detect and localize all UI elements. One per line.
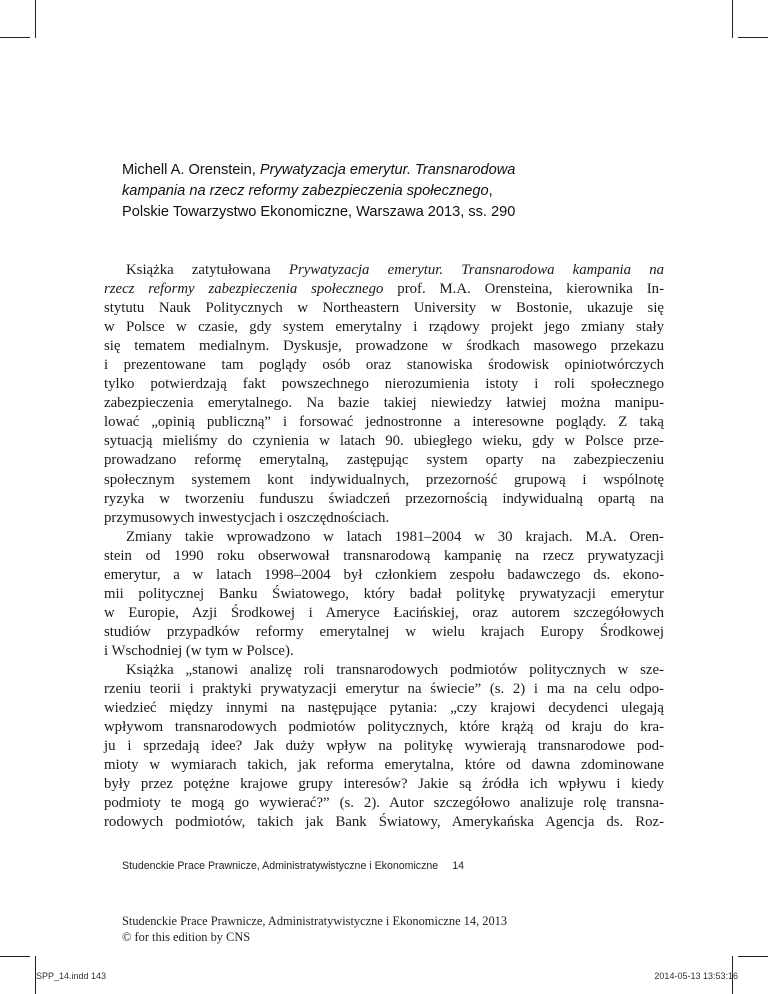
running-footer bbox=[122, 860, 464, 872]
italic-run: rzecz reformy zabezpieczenia społecznego bbox=[104, 281, 384, 298]
body-line: rodowych podmiotów, takich jak Bank Światowy, Amerykańska Agencja ds. Roz- bbox=[104, 814, 664, 831]
body-line: stein od 1990 roku obserwował transnarodową kampanię na rzecz prywatyzacji bbox=[104, 547, 664, 564]
body-line: wiedzieć między innymi na następujące pytania: „czy krajowi decydenci ulegają bbox=[104, 700, 664, 717]
body-line: tylko potwierdzają fakt powszechnego nierozumienia istoty i roli społecznego bbox=[104, 376, 664, 393]
body-line: się tematem medialnym. Dyskusje, prowadzone w środkach masowego przekazu bbox=[104, 338, 664, 355]
body-line bbox=[104, 280, 664, 299]
crop-mark bbox=[35, 0, 36, 38]
crop-mark bbox=[738, 956, 768, 957]
body-line: sytuacją mieliśmy do czynienia w latach 90. ubiegłego wieku, gdy w Polsce prze- bbox=[104, 433, 664, 450]
crop-mark bbox=[0, 956, 30, 957]
crop-mark bbox=[732, 0, 733, 38]
print-slug-timestamp: 2014-05-13 13:53:16 bbox=[654, 971, 738, 981]
body-line: ju i sprzedają idee? Jak duży wpływ na politykę wywierają transnarodowe pod- bbox=[104, 738, 664, 755]
heading-line-2 bbox=[122, 181, 682, 202]
body-line: były przez potężne krajowe grupy interesów? Jakie są źródła ich wpływu i kiedy bbox=[104, 776, 664, 793]
body-line: i Wschodniej (w tym w Polsce). bbox=[104, 642, 294, 659]
review-heading bbox=[122, 160, 682, 223]
body-line: i prezentowane tam poglądy osób oraz stanowiska środowisk opiniotwórczych bbox=[104, 357, 664, 374]
body-line: w Polsce w czasie, gdy system emerytalny i rządowy projekt jego zmiany stały bbox=[104, 319, 664, 336]
heading-punct: , bbox=[488, 183, 493, 199]
heading-line-1 bbox=[122, 160, 682, 181]
print-slug-file: SPP_14.indd 143 bbox=[36, 971, 107, 981]
body-line: stytutu Nauk Politycznych w Northeastern University w Bostonie, ukazuje się bbox=[104, 300, 664, 317]
author-name: Michell A. Orenstein, bbox=[122, 162, 260, 178]
body-line: prowadzano reformę emerytalną, zastępując system oparty na zabezpieczeniu bbox=[104, 452, 664, 469]
italic-run: Prywatyzacja emerytur. Transnarodowa kampania na bbox=[288, 262, 664, 278]
body-line: studiów przypadków reformy emerytalnej w wielu krajach Europy Środkowej bbox=[104, 623, 664, 640]
body-line: emerytur, a w latach 1998–2004 był członkiem zespołu badawczego ds. ekono- bbox=[104, 566, 664, 583]
body-line: mioty w wymiarach takich, jak reforma emerytalna, które od dawna zdominowane bbox=[104, 757, 664, 774]
credit-line-2: © for this edition by CNS bbox=[122, 929, 251, 944]
crop-mark bbox=[738, 37, 768, 38]
edition-credit bbox=[122, 914, 507, 945]
text-run: Książka zatytułowana bbox=[126, 262, 289, 278]
body-line: rzeniu teorii i praktyki prywatyzacji emerytur na świecie” (s. 2) i ma na celu odpo- bbox=[104, 681, 664, 698]
book-title-part: Prywatyzacja emerytur. Transnarodowa bbox=[259, 162, 516, 178]
text-run: prof. M.A. Orensteina, kierownika In- bbox=[383, 281, 664, 298]
body-line: lować „opinią publiczną” i forsować jednostronne a interesowne poglądy. Z taką bbox=[104, 414, 664, 431]
journal-name: Studenckie Prace Prawnicze, Administratywistyczne i Ekonomiczne bbox=[122, 860, 439, 872]
crop-mark bbox=[0, 37, 30, 38]
body-line: Zmiany takie wprowadzono w latach 1981–2004 w 30 krajach. M.A. Oren- bbox=[126, 528, 664, 545]
body-line: wpływom transnarodowych podmiotów politycznych, które krążą od kraju do kra- bbox=[104, 719, 664, 736]
heading-line-3: Polskie Towarzystwo Ekonomiczne, Warszawa 2013, ss. 290 bbox=[122, 204, 516, 220]
body-line: w Europie, Azji Środkowej i Ameryce Łacińskiej, oraz autorem szczegółowych bbox=[104, 604, 664, 621]
book-title-part: kampania na rzecz reformy zabezpieczenia społecznego bbox=[122, 183, 489, 199]
body-line: mii politycznej Banku Światowego, który badał politykę prywatyzacji emerytur bbox=[104, 585, 664, 602]
body-line: zabezpieczenia emerytalnego. Na bazie takiej niewiedzy łatwiej można manipu- bbox=[104, 395, 664, 412]
volume-number: 14 bbox=[452, 860, 464, 872]
body-line: społecznym systemem kont indywidualnych, przezorność grupową i wspólnotę bbox=[104, 471, 664, 488]
body-line: podmioty te mogą go wywierać?” (s. 2). Autor szczegółowo analizuje rolę transna- bbox=[104, 795, 664, 812]
body-line: ryzyka w tworzeniu funduszu świadczeń przezornością indywidualną opartą na bbox=[104, 490, 664, 507]
body-line bbox=[104, 261, 664, 280]
credit-line-1: Studenckie Prace Prawnicze, Administratywistyczne i Ekonomiczne 14, 2013 bbox=[122, 914, 508, 928]
body-line: przymusowych inwestycjach i oszczędnościach. bbox=[104, 509, 390, 526]
review-body bbox=[104, 261, 664, 832]
body-line: Książka „stanowi analizę roli transnarodowych podmiotów politycznych w sze- bbox=[126, 661, 664, 678]
